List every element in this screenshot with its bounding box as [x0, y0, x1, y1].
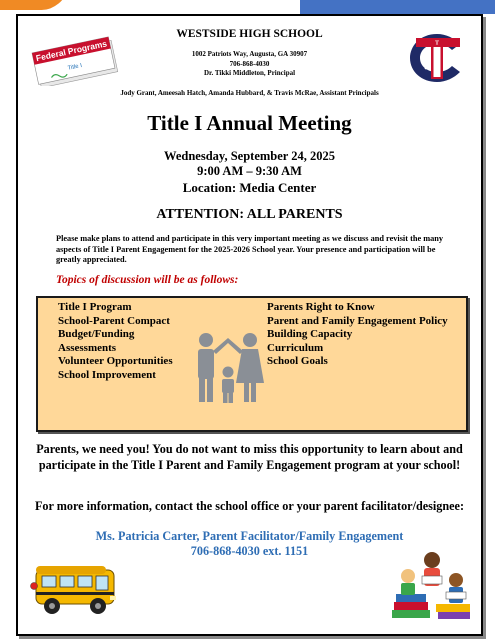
topics-heading: Topics of discussion will be as follows: — [56, 274, 239, 286]
topic-item: Assessments — [58, 341, 117, 354]
kids-reading-icon — [388, 546, 476, 622]
more-info-paragraph: For more information, contact the school office or your parent facilitator/designee: — [34, 499, 465, 513]
assistant-principals: Jody Grant, Ameesah Hatch, Amanda Hubbard, & Travis McRae, Assistant Principals — [120, 89, 379, 97]
school-name: WESTSIDE HIGH SCHOOL — [176, 28, 323, 40]
principal-name: Dr. Tikki Middleton, Principal — [203, 69, 296, 77]
topics-left-column — [58, 301, 173, 382]
corner-decoration-orange — [0, 0, 68, 10]
topic-item: School Improvement — [58, 368, 156, 381]
topics-right-column — [267, 301, 448, 369]
topic-item: Building Capacity — [267, 328, 353, 340]
topic-item: Volunteer Opportunities — [58, 355, 173, 367]
school-bus-icon — [26, 556, 122, 618]
school-logo-letter: T — [434, 40, 440, 47]
parents-need-you-paragraph: Parents, we need you! You do not want to miss this opportunity to learn about and participate in the Title I Parent and Family Engagement program at your school! — [36, 442, 463, 472]
topic-item: School-Parent Compact — [58, 314, 170, 327]
school-address: 1002 Patriots Way, Augusta, GA 30907 — [191, 50, 308, 58]
meeting-datetime — [18, 149, 481, 179]
federal-programs-label: Federal Programs — [35, 38, 108, 64]
corner-decoration-blue — [300, 0, 495, 14]
attention-heading: ATTENTION: ALL PARENTS — [156, 207, 343, 222]
meeting-time: 9:00 AM – 9:30 AM — [197, 164, 302, 178]
family-icon — [188, 330, 268, 404]
intro-paragraph: Please make plans to attend and participate in this very important meeting as we discuss and revisit the many aspects of Title I Parent Engagement for the 2025-2026 School year. Your presence and participation will be greatly appreciated. — [56, 234, 444, 264]
school-contact-block — [18, 50, 481, 79]
page-title: Title I Annual Meeting — [147, 111, 352, 135]
topic-item: Curriculum — [267, 341, 324, 354]
topic-item: School Goals — [267, 355, 328, 367]
topic-item: Title I Program — [58, 301, 132, 313]
topic-item: Parents Right to Know — [267, 301, 375, 313]
contact-name: Ms. Patricia Carter, Parent Facilitator/Family Engagement — [95, 529, 404, 543]
topics-box — [36, 296, 468, 432]
federal-programs-sub: Title I — [67, 62, 83, 72]
school-phone: 706-868-4030 — [229, 59, 270, 68]
contact-phone: 706-868-4030 ext. 1151 — [190, 544, 309, 558]
meeting-date: Wednesday, September 24, 2025 — [164, 149, 335, 163]
topic-item: Parent and Family Engagement Policy — [267, 314, 448, 327]
flyer-page — [16, 14, 483, 636]
topic-item: Budget/Funding — [58, 328, 135, 340]
meeting-location: Location: Media Center — [182, 180, 317, 195]
